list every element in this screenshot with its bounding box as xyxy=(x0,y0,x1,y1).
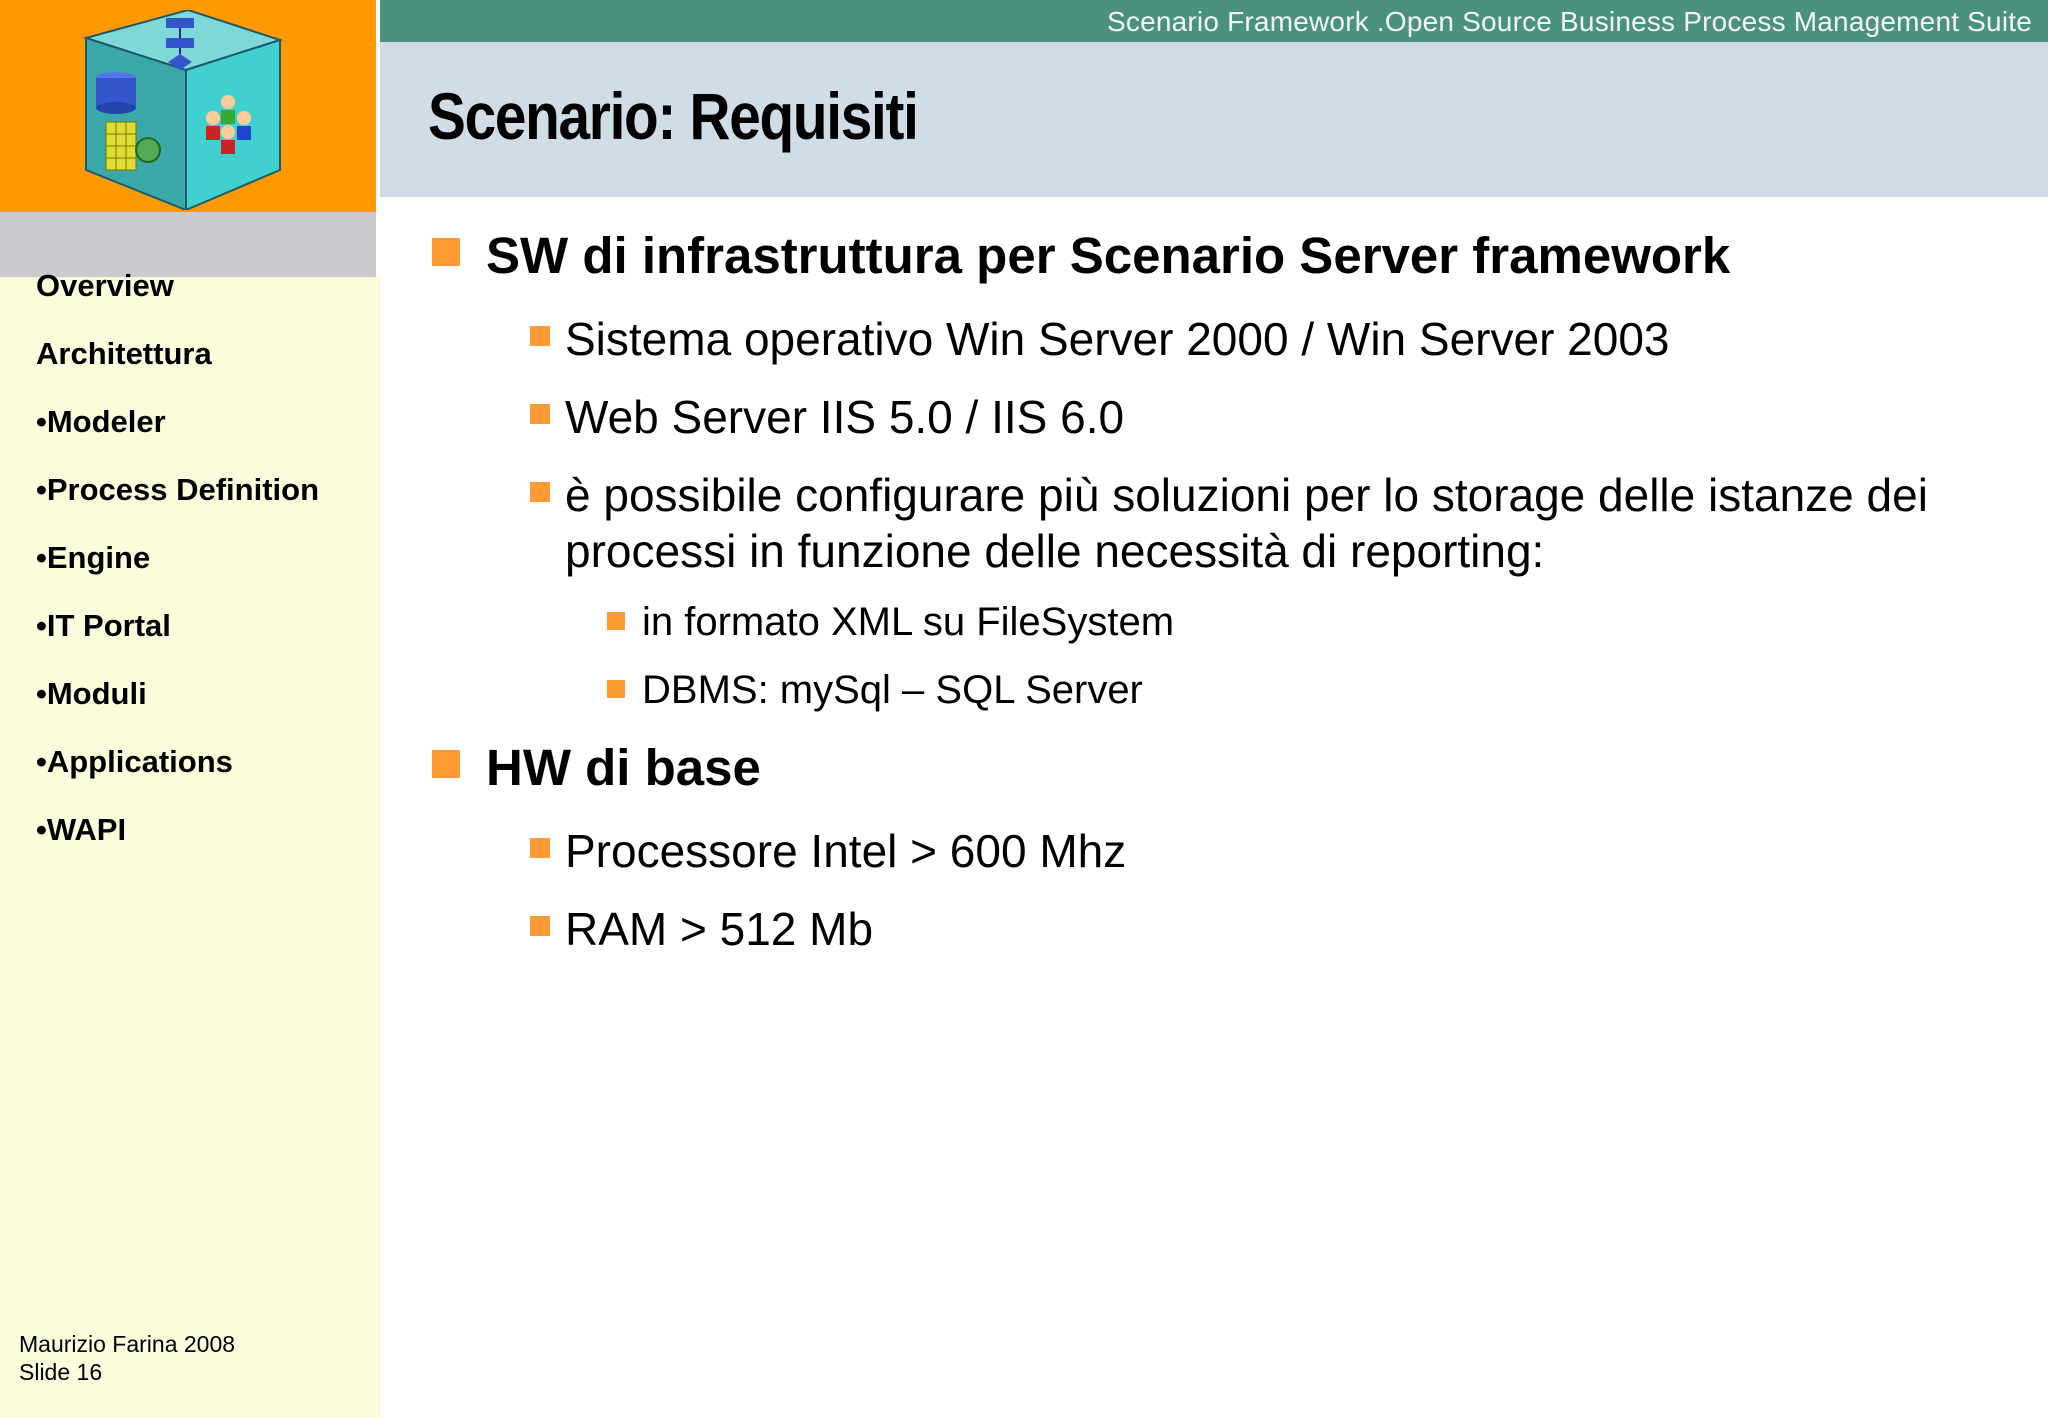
sidebar-item-it-portal[interactable]: •IT Portal xyxy=(36,608,171,643)
sidebar-item-overview[interactable]: Overview xyxy=(36,268,174,303)
bullet-square-icon xyxy=(607,680,625,698)
bullet-square-icon xyxy=(530,916,550,936)
storage-xml-item: in formato XML su FileSystem xyxy=(642,600,1175,644)
title-bar xyxy=(380,42,2048,197)
sidebar-item-engine[interactable]: •Engine xyxy=(36,540,151,575)
bullet-square-icon xyxy=(432,238,460,266)
cube-logo-icon xyxy=(78,10,288,210)
logo-area xyxy=(0,0,376,212)
suite-title-bar xyxy=(380,0,2048,42)
sidebar-item-architettura[interactable]: Architettura xyxy=(36,336,212,371)
footer-slide-number: Slide 16 xyxy=(19,1359,103,1385)
slide-title: Scenario: Requisiti xyxy=(428,79,918,153)
sw-heading: SW di infrastruttura per Scenario Server framework xyxy=(486,227,1731,284)
suite-title: Scenario Framework .Open Source Business Process Management Suite xyxy=(1107,6,2032,37)
hw-cpu-item: Processore Intel > 600 Mhz xyxy=(565,825,1127,877)
sw-os-item: Sistema operativo Win Server 2000 / Win Server 2003 xyxy=(565,313,1670,365)
footer-author: Maurizio Farina 2008 xyxy=(19,1331,236,1357)
sw-storage-item-line1: è possibile configurare più soluzioni per lo storage delle istanze dei xyxy=(565,469,1928,521)
sw-web-item: Web Server IIS 5.0 / IIS 6.0 xyxy=(565,391,1125,443)
bullet-square-icon xyxy=(530,838,550,858)
sidebar-item-modeler[interactable]: •Modeler xyxy=(36,404,166,439)
storage-dbms-item: DBMS: mySql – SQL Server xyxy=(642,668,1143,712)
sidebar-item-process-definition[interactable]: •Process Definition xyxy=(36,472,320,507)
bullet-square-icon xyxy=(530,326,550,346)
hw-heading: HW di base xyxy=(486,739,761,796)
sidebar-item-wapi[interactable]: •WAPI xyxy=(36,812,127,847)
bullet-square-icon xyxy=(607,612,625,630)
sidebar-item-moduli[interactable]: •Moduli xyxy=(36,676,147,711)
hw-ram-item: RAM > 512 Mb xyxy=(565,903,874,955)
sidebar-item-applications[interactable]: •Applications xyxy=(36,744,233,779)
bullet-square-icon xyxy=(432,750,460,778)
bullet-square-icon xyxy=(530,482,550,502)
bullet-square-icon xyxy=(530,404,550,424)
sw-storage-item-line2: processi in funzione delle necessità di reporting: xyxy=(565,525,1545,577)
